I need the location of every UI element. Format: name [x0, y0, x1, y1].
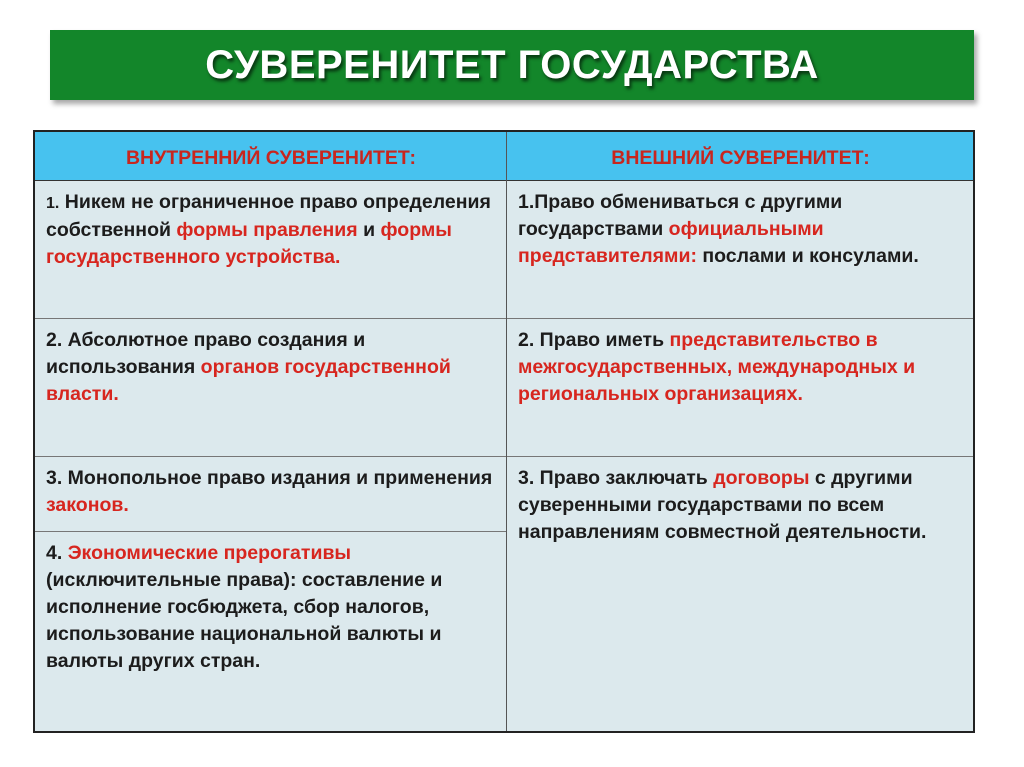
- row-highlight: органов государственной власти.: [46, 356, 451, 405]
- internal-row-4: [35, 532, 506, 731]
- row-text: 2. Абсолютное право создания и использования: [46, 329, 366, 378]
- internal-sovereignty-header: [35, 132, 506, 181]
- row-highlight: Экономические прерогативы: [67, 542, 352, 564]
- external-row-2: [507, 319, 973, 457]
- row-text: послами и консулами.: [696, 245, 919, 267]
- row-text: с другими суверенными государствами по всем направлениям совместной деятельности.: [518, 467, 927, 543]
- row-text: Никем не ограниченное право определения собственной: [46, 191, 491, 241]
- internal-row-2: [35, 319, 506, 457]
- external-sovereignty-header: [507, 132, 973, 181]
- row-highlight: законов.: [46, 494, 129, 516]
- comparison-table: [33, 130, 975, 733]
- row-text: 3. Право заключать: [518, 467, 714, 489]
- external-sovereignty-column: [506, 132, 973, 731]
- header-label: ВНУТРЕННИЙ СУВЕРЕНИТЕТ:: [125, 147, 417, 169]
- header-label: ВНЕШНИЙ СУВЕРЕНИТЕТ:: [611, 147, 870, 169]
- internal-sovereignty-column: [35, 132, 506, 731]
- internal-row-1: [35, 181, 506, 319]
- internal-row-3: [35, 457, 506, 532]
- external-row-1: [507, 181, 973, 319]
- row-text: 1.Право обмениваться с другими государствами: [518, 191, 843, 240]
- row-highlight: официальными представителями:: [518, 218, 824, 267]
- row-text: 3. Монопольное право издания и применения: [46, 467, 493, 489]
- row-highlight: формы правления: [176, 219, 358, 241]
- row-text: (исключительные права): составление и исполнение госбюджета, сбор налогов, использование национальной валюты и валюты других стран.: [46, 569, 443, 672]
- row-highlight: формы государственного устройства.: [46, 219, 452, 268]
- external-row-3: [507, 457, 973, 731]
- row-text: 4.: [46, 542, 68, 564]
- title-banner: [50, 30, 974, 100]
- row-highlight: представительство в межгосударственных, международных и региональных организациях.: [518, 329, 916, 405]
- row-number: 1.: [46, 195, 60, 212]
- row-highlight: договоры: [713, 467, 810, 489]
- page-title: СУВЕРЕНИТЕТ ГОСУДАРСТВА: [205, 42, 819, 87]
- row-text: и: [357, 219, 381, 241]
- row-text: 2. Право иметь: [518, 329, 670, 351]
